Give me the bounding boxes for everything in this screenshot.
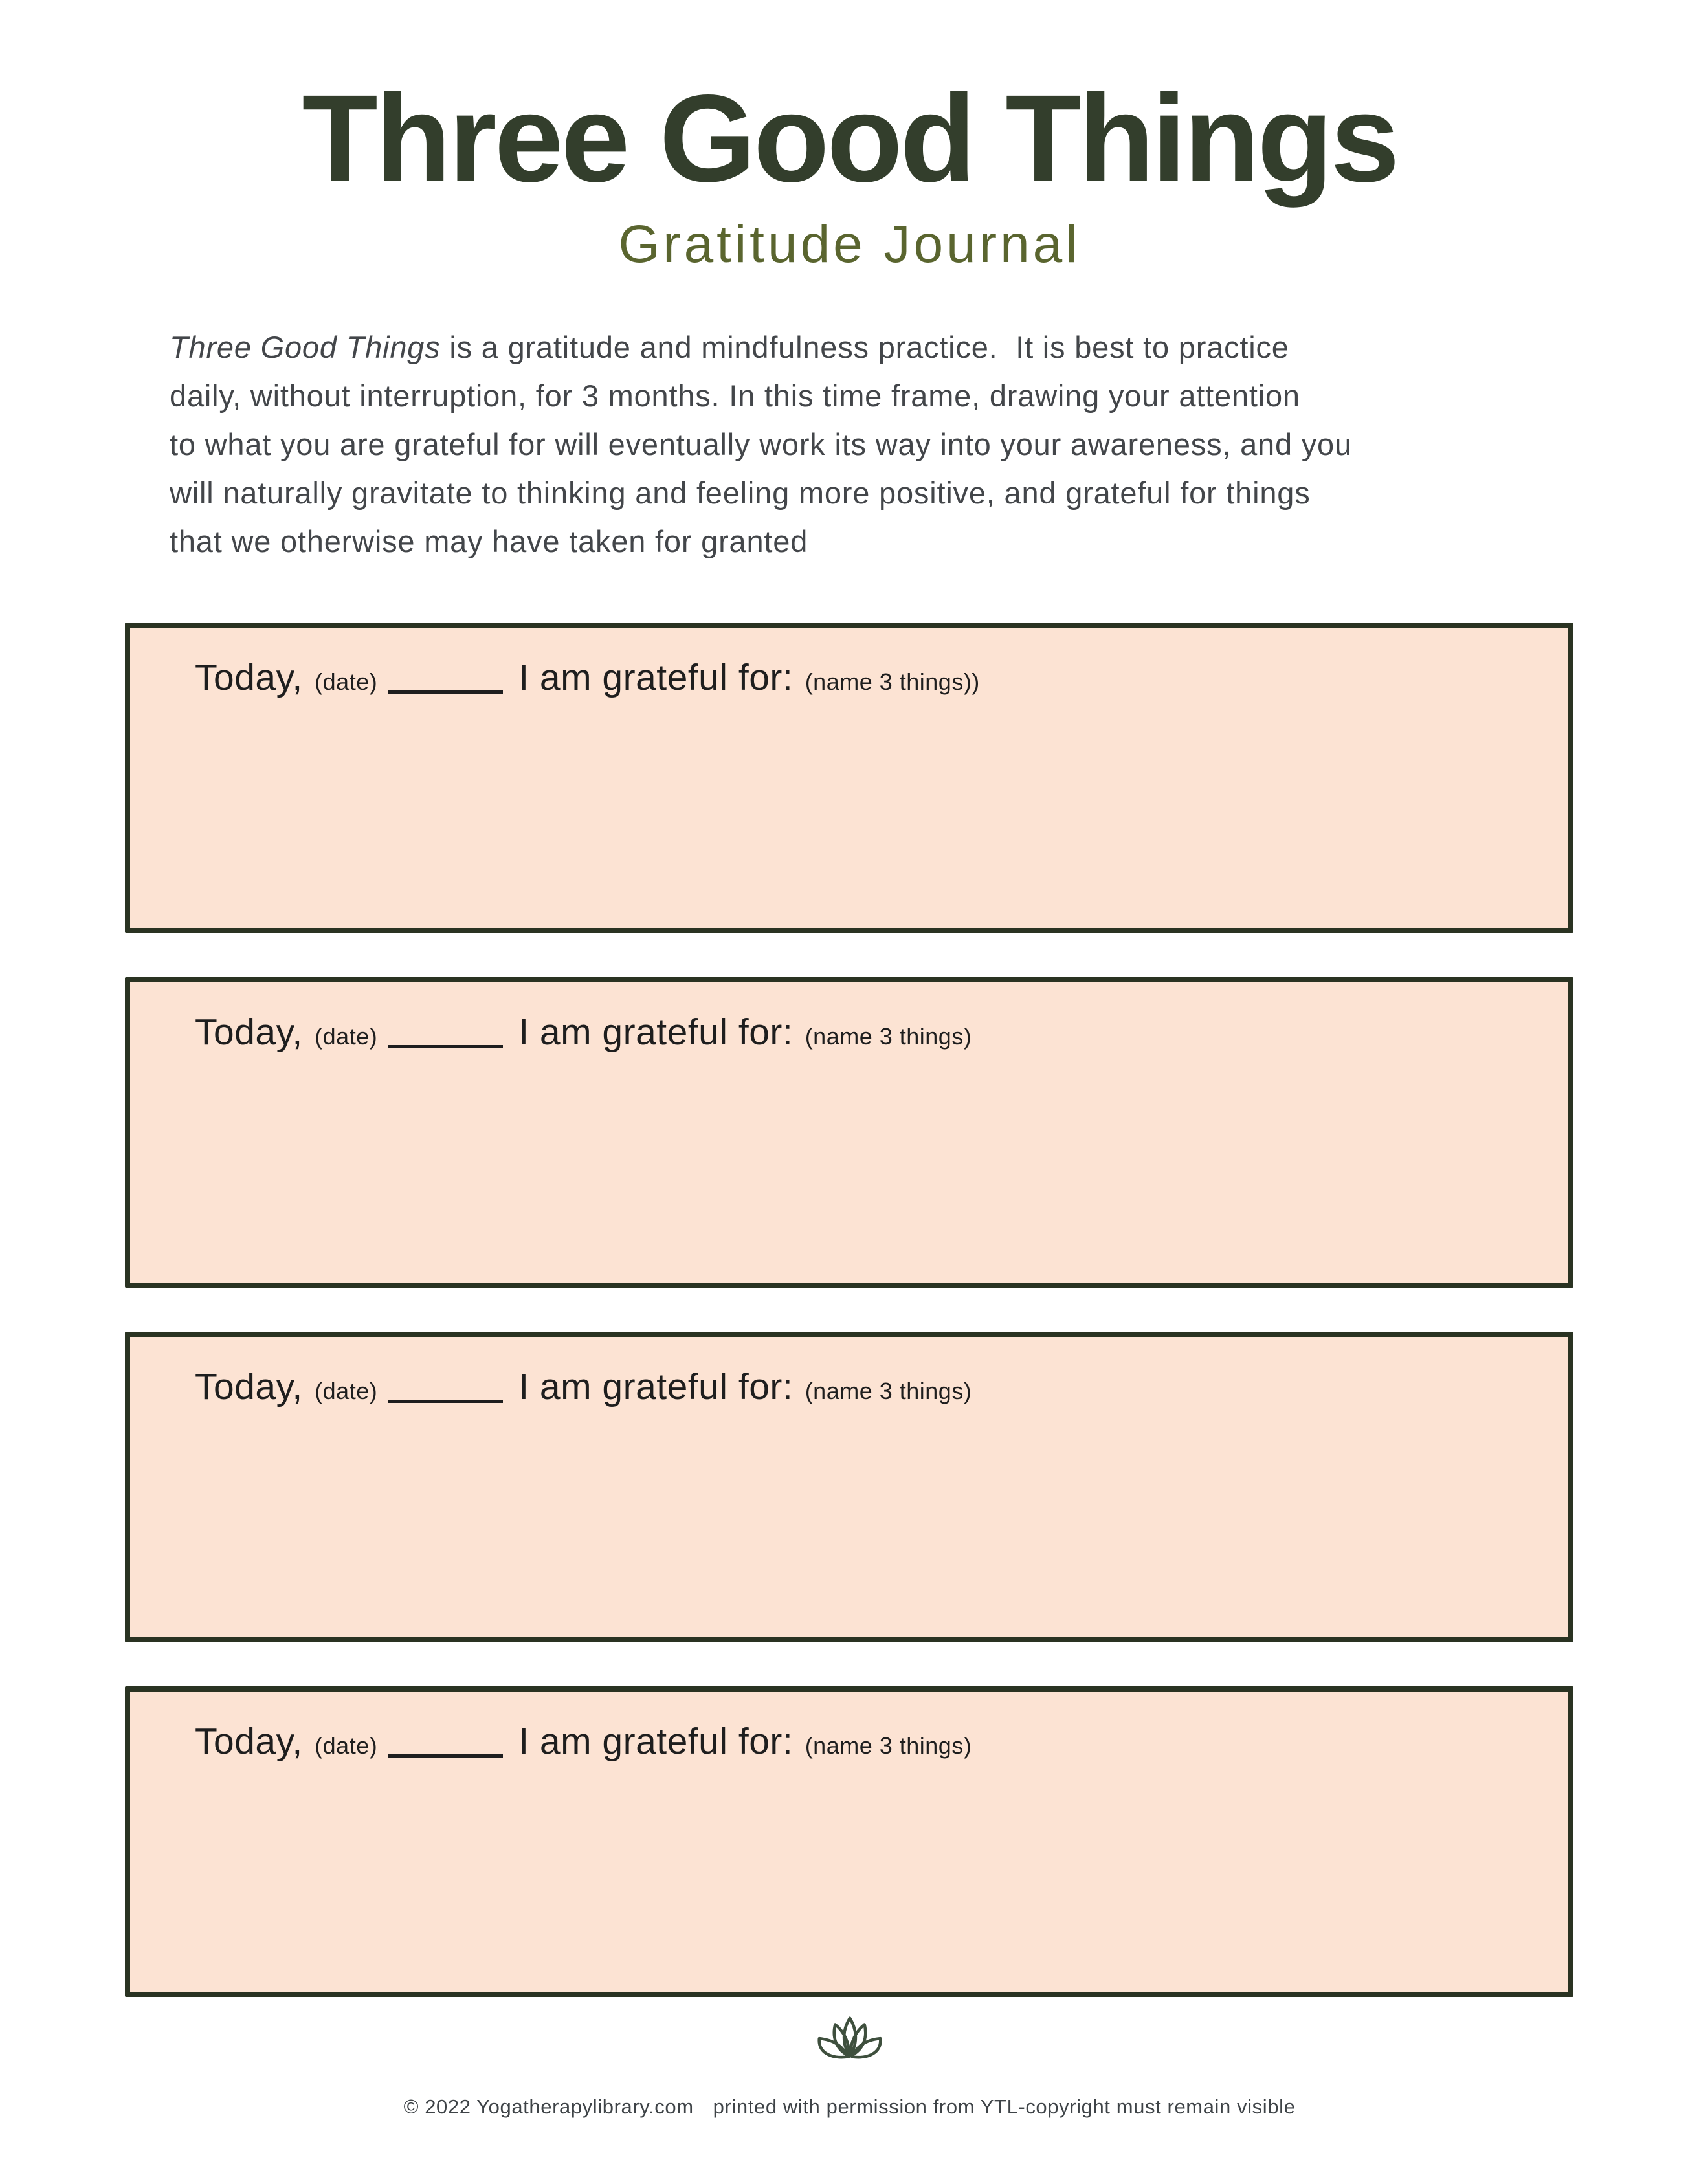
intro-paragraph	[170, 323, 1568, 566]
page-subtitle: Gratitude Journal	[618, 215, 1081, 274]
intro-line-2: daily, without interruption, for 3 months. In this time frame, drawing your attention	[170, 379, 1300, 414]
entry-box-1	[125, 623, 1573, 933]
grateful-prompt: I am grateful for:	[518, 1011, 794, 1053]
things-hint: (name 3 things)	[805, 1378, 972, 1405]
footer-copyright: © 2022 Yogatherapylibrary.com	[403, 2095, 694, 2119]
today-label: Today,	[195, 657, 303, 699]
footer-permission: printed with permission from YTL-copyright must remain visible	[713, 2095, 1296, 2119]
intro-line-1: is a gratitude and mindfulness practice. It is best to practice	[440, 330, 1289, 365]
intro-line-4: will naturally gravitate to thinking and feeling more positive, and grateful for things	[170, 476, 1311, 511]
intro-line-5: that we otherwise may have taken for granted	[170, 524, 808, 559]
footer-text	[0, 2095, 1699, 2119]
intro-italic-lead: Three Good Things	[170, 330, 441, 365]
entry-box-4	[125, 1686, 1573, 1997]
entry-write-area[interactable]	[130, 1763, 1568, 1950]
things-hint: (name 3 things))	[805, 668, 980, 696]
page-title: Three Good Things	[302, 69, 1397, 208]
grateful-prompt: I am grateful for:	[518, 657, 794, 699]
entry-header	[130, 628, 1568, 699]
today-label: Today,	[195, 1011, 303, 1053]
things-hint: (name 3 things)	[805, 1732, 972, 1759]
date-write-line[interactable]	[388, 688, 503, 694]
date-hint: (date)	[315, 1732, 378, 1759]
things-hint: (name 3 things)	[805, 1023, 972, 1050]
intro-line-3: to what you are grateful for will eventually work its way into your awareness, and you	[170, 427, 1352, 462]
date-hint: (date)	[315, 1023, 378, 1050]
lotus-icon	[0, 2014, 1699, 2073]
date-write-line[interactable]	[388, 1042, 503, 1048]
date-write-line[interactable]	[388, 1752, 503, 1758]
entry-header	[130, 1692, 1568, 1763]
today-label: Today,	[195, 1721, 303, 1763]
date-hint: (date)	[315, 1378, 378, 1405]
entry-box-2	[125, 977, 1573, 1288]
date-hint: (date)	[315, 668, 378, 696]
grateful-prompt: I am grateful for:	[518, 1366, 794, 1408]
date-write-line[interactable]	[388, 1397, 503, 1403]
entry-header	[130, 982, 1568, 1053]
page-footer	[0, 2014, 1699, 2119]
entry-header	[130, 1337, 1568, 1408]
entry-write-area[interactable]	[130, 1053, 1568, 1241]
entry-write-area[interactable]	[130, 1408, 1568, 1596]
today-label: Today,	[195, 1366, 303, 1408]
grateful-prompt: I am grateful for:	[518, 1721, 794, 1763]
entry-write-area[interactable]	[130, 699, 1568, 887]
entry-box-3	[125, 1332, 1573, 1642]
